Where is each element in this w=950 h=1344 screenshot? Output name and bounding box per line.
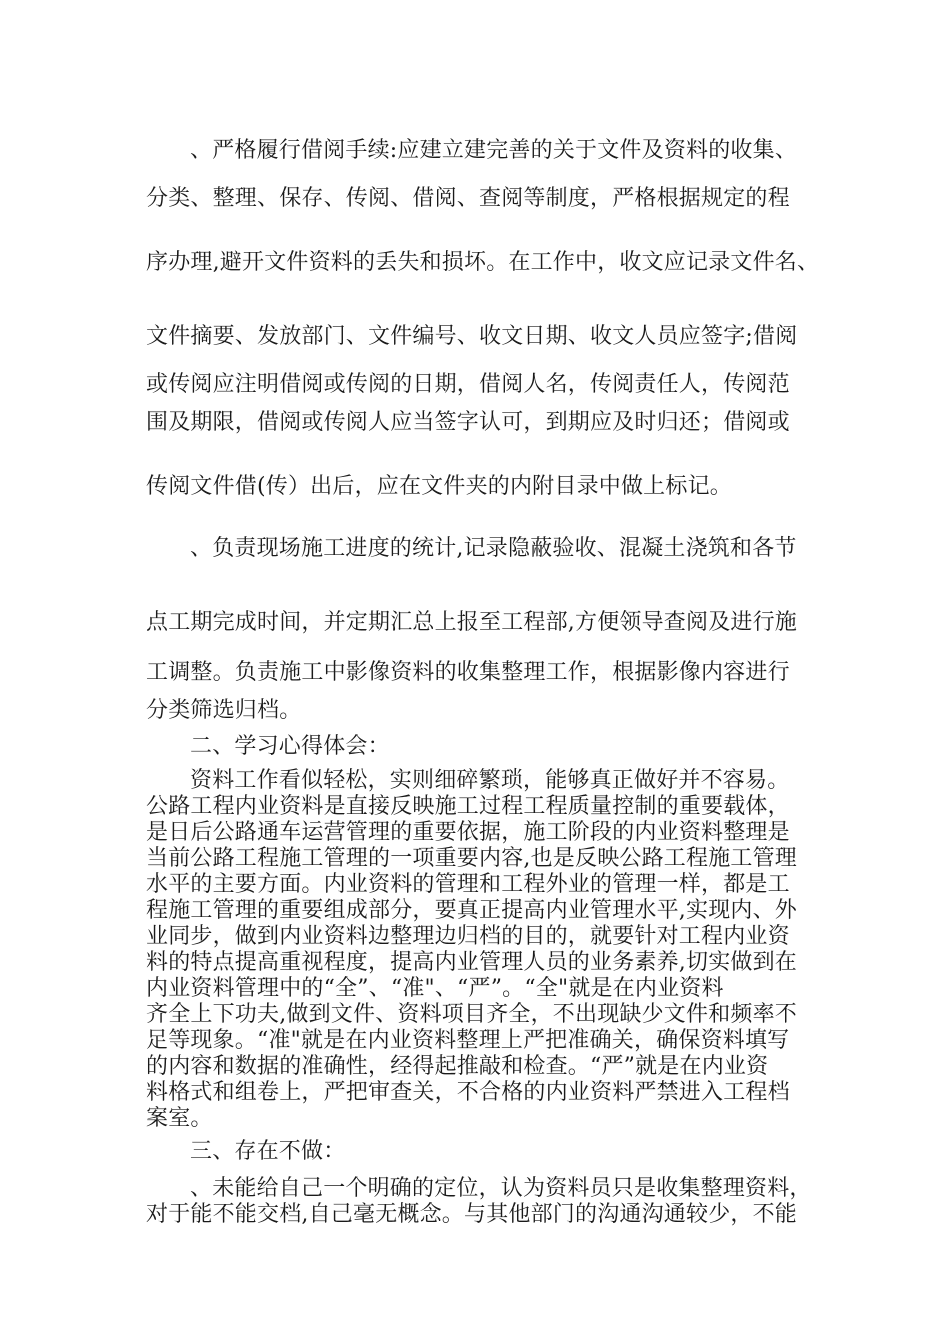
paragraph-2-line-1: 、负责现场施工进度的统计,记录隐蔽验收、混凝土浇筑和各节 xyxy=(190,536,797,561)
paragraph-3-line-12: 的内容和数据的准确性，经得起推敲和检查。“严”就是在内业资 xyxy=(146,1054,769,1079)
paragraph-1-line-5: 或传阅应注明借阅或传阅的日期，借阅人名，传阅责任人，传阅范 xyxy=(146,372,790,397)
paragraph-2-line-3: 工调整。负责施工中影像资料的收集整理工作，根据影像内容进行 xyxy=(146,660,790,685)
paragraph-3-line-8: 料的特点提高重视程度，提高内业管理人员的业务素养,切实做到在 xyxy=(146,950,797,975)
paragraph-3-line-9: 内业资料管理中的“全”、“准"、“严”。“全"就是在内业资料 xyxy=(146,976,724,1001)
paragraph-2-line-2: 点工期完成时间，并定期汇总上报至工程部,方便领导查阅及进行施 xyxy=(146,610,797,635)
paragraph-3-line-13: 料格式和组卷上，严把审查关，不合格的内业资料严禁进入工程档 xyxy=(146,1080,790,1105)
paragraph-3-line-1: 资料工作看似轻松，实则细碎繁琐，能够真正做好并不容易。 xyxy=(190,768,790,793)
paragraph-3-line-10: 齐全上下功夫,做到文件、资料项目齐全，不出现缺少文件和频率不 xyxy=(146,1002,797,1027)
paragraph-4-line-1: 、未能给自己一个明确的定位，认为资料员只是收集整理资料， xyxy=(190,1176,812,1201)
paragraph-2-line-4: 分类筛选归档。 xyxy=(146,698,302,723)
paragraph-3-line-2: 公路工程内业资料是直接反映施工过程工程质量控制的重要载体， xyxy=(146,794,790,819)
paragraph-3-line-5: 水平的主要方面。内业资料的管理和工程外业的管理一样，都是工 xyxy=(146,872,790,897)
paragraph-3-line-11: 足等现象。“准"就是在内业资料整理上严把准确关，确保资料填写 xyxy=(146,1028,790,1053)
paragraph-3-line-4: 当前公路工程施工管理的一项重要内容,也是反映公路工程施工管理 xyxy=(146,846,797,871)
paragraph-3-line-3: 是日后公路通车运营管理的重要依据，施工阶段的内业资料整理是 xyxy=(146,820,790,845)
paragraph-1-line-1: 、严格履行借阅手续:应建立建完善的关于文件及资料的收集、 xyxy=(190,138,798,163)
paragraph-3-line-6: 程施工管理的重要组成部分，要真正提高内业管理水平,实现内、外 xyxy=(146,898,797,923)
paragraph-4-line-2: 对于能不能交档,自己毫无概念。与其他部门的沟通沟通较少，不能 xyxy=(146,1202,797,1227)
paragraph-1-line-7: 传阅文件借(传）出后，应在文件夹的内附目录中做上标记。 xyxy=(146,474,732,499)
paragraph-1-line-4: 文件摘要、发放部门、文件编号、收文日期、收文人员应签字;借阅 xyxy=(146,324,798,349)
paragraph-3-line-7: 业同步，做到内业资料边整理边归档的目的，就要针对工程内业资 xyxy=(146,924,790,949)
section-heading-2: 二、学习心得体会： xyxy=(190,734,390,759)
paragraph-3-line-14: 案室。 xyxy=(146,1106,213,1131)
paragraph-1-line-2: 分类、整理、保存、传阅、借阅、查阅等制度，严格根据规定的程 xyxy=(146,186,790,211)
paragraph-1-line-3: 序办理,避开文件资料的丢失和损坏。在工作中，收文应记录文件名、 xyxy=(146,250,820,275)
section-heading-3: 三、存在不做： xyxy=(190,1139,346,1164)
paragraph-1-line-6: 围及期限，借阅或传阅人应当签字认可，到期应及时归还；借阅或 xyxy=(146,410,790,435)
